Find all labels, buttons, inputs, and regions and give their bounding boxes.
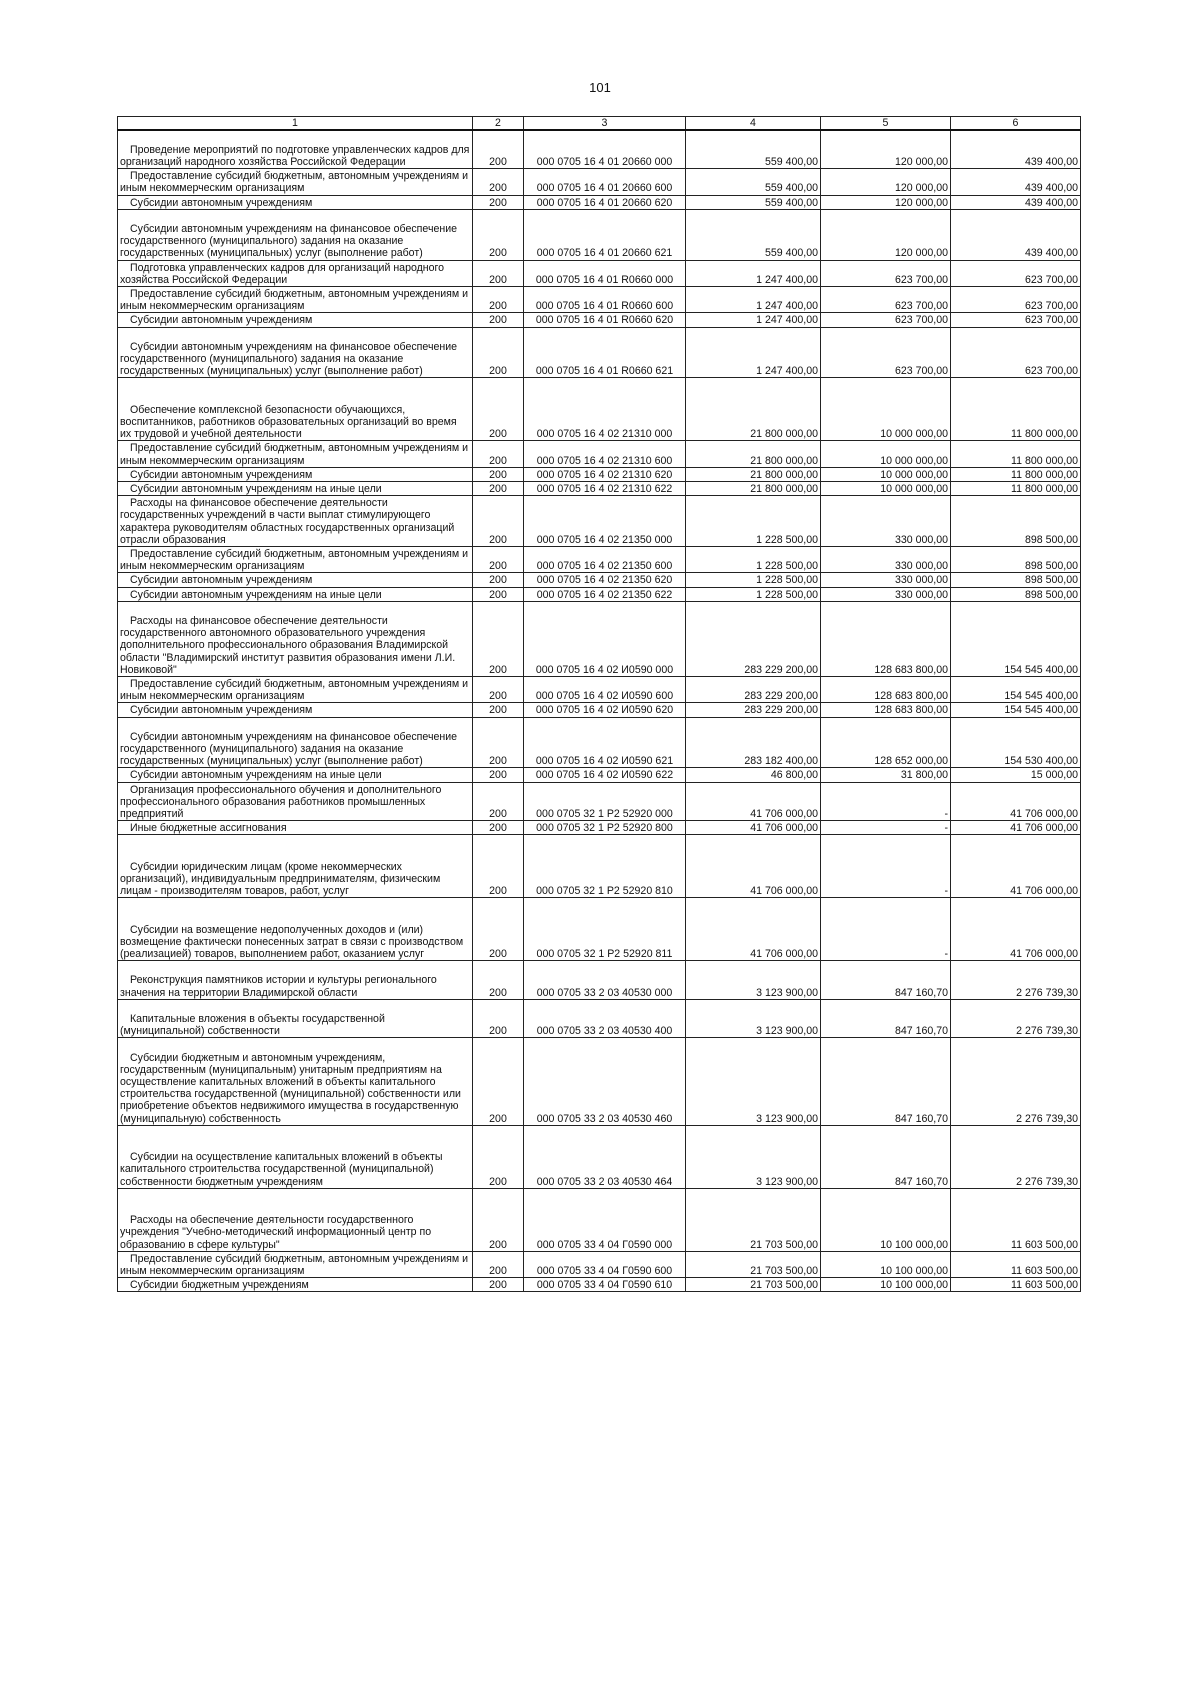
row-total-cell: 21 703 500,00 <box>686 1251 821 1277</box>
row-code-cell: 000 0705 16 4 01 20660 000 <box>524 130 686 169</box>
row-value-5-cell: - <box>821 898 951 961</box>
row-value-5-cell: 120 000,00 <box>821 169 951 195</box>
row-code-cell: 000 0705 33 2 03 40530 460 <box>524 1038 686 1125</box>
row-code-cell: 000 0705 32 1 P2 52920 811 <box>524 898 686 961</box>
row-admin-cell: 200 <box>473 195 524 209</box>
row-value-5-cell: 128 683 800,00 <box>821 676 951 702</box>
row-admin-cell: 200 <box>473 768 524 782</box>
row-code-cell: 000 0705 33 2 03 40530 464 <box>524 1125 686 1188</box>
row-value-6-cell: 898 500,00 <box>951 587 1081 601</box>
row-total-cell: 283 229 200,00 <box>686 703 821 717</box>
row-value-6-cell: 439 400,00 <box>951 195 1081 209</box>
row-value-5-cell: 330 000,00 <box>821 496 951 547</box>
row-name-cell: Предоставление субсидий бюджетным, автономным учреждениям и иным некоммерческим организациям <box>118 441 473 467</box>
table-row <box>118 1125 1081 1188</box>
row-value-5-cell: 10 000 000,00 <box>821 441 951 467</box>
row-name-cell: Организация профессионального обучения и дополнительного профессионального образования работников промышленных предприятий <box>118 782 473 821</box>
row-code-cell: 000 0705 32 1 P2 52920 800 <box>524 821 686 835</box>
table-row <box>118 260 1081 286</box>
row-value-6-cell: 439 400,00 <box>951 209 1081 260</box>
row-total-cell: 21 800 000,00 <box>686 378 821 441</box>
row-name-cell: Предоставление субсидий бюджетным, автономным учреждениям и иным некоммерческим организациям <box>118 287 473 313</box>
row-name-cell: Капитальные вложения в объекты государственной (муниципальной) собственности <box>118 999 473 1038</box>
row-code-cell: 000 0705 16 4 01 R0660 621 <box>524 327 686 378</box>
row-name-cell: Субсидии бюджетным и автономным учреждениям, государственным (муниципальным) унитарным предприятиям на осуществление капитальных вложений в объекты капитального строительства государственной (муниципальной) собственности или приобретение объектов недвижимого имущества в государственную (муниципальную) собственность <box>118 1038 473 1125</box>
row-total-cell: 283 229 200,00 <box>686 676 821 702</box>
row-code-cell: 000 0705 33 2 03 40530 400 <box>524 999 686 1038</box>
row-name-cell: Субсидии автономным учреждениям на иные цели <box>118 768 473 782</box>
row-name-cell: Расходы на финансовое обеспечение деятельности государственного автономного образовательного учреждения дополнительного профессионального образования Владимирской области "Владимирский институт развития образования имени Л.И. Новиковой" <box>118 601 473 676</box>
row-value-5-cell: 128 683 800,00 <box>821 601 951 676</box>
row-admin-cell: 200 <box>473 1278 524 1292</box>
row-value-6-cell: 439 400,00 <box>951 130 1081 169</box>
row-value-6-cell: 41 706 000,00 <box>951 821 1081 835</box>
row-total-cell: 21 800 000,00 <box>686 467 821 481</box>
row-value-6-cell: 623 700,00 <box>951 327 1081 378</box>
table-row <box>118 573 1081 587</box>
row-name-cell: Субсидии автономным учреждениям на финансовое обеспечение государственного (муниципального) задания на оказание государственных (муниципальных) услуг (выполнение работ) <box>118 209 473 260</box>
row-admin-cell: 200 <box>473 260 524 286</box>
table-row <box>118 1251 1081 1277</box>
row-value-6-cell: 11 800 000,00 <box>951 482 1081 496</box>
row-code-cell: 000 0705 33 4 04 Г0590 610 <box>524 1278 686 1292</box>
row-code-cell: 000 0705 16 4 02 21310 600 <box>524 441 686 467</box>
row-value-6-cell: 623 700,00 <box>951 313 1081 327</box>
header-col-4: 4 <box>686 117 821 131</box>
table-row <box>118 169 1081 195</box>
row-name-cell: Проведение мероприятий по подготовке управленческих кадров для организаций народного хозяйства Российской Федерации <box>118 130 473 169</box>
row-code-cell: 000 0705 16 4 02 21310 000 <box>524 378 686 441</box>
row-name-cell: Субсидии автономным учреждениям на иные цели <box>118 482 473 496</box>
row-admin-cell: 200 <box>473 587 524 601</box>
row-value-5-cell: 128 652 000,00 <box>821 717 951 768</box>
row-name-cell: Субсидии автономным учреждениям на финансовое обеспечение государственного (муниципального) задания на оказание государственных (муниципальных) услуг (выполнение работ) <box>118 327 473 378</box>
table-row <box>118 898 1081 961</box>
row-admin-cell: 200 <box>473 601 524 676</box>
header-col-3: 3 <box>524 117 686 131</box>
table-row <box>118 961 1081 1000</box>
table-row <box>118 999 1081 1038</box>
row-total-cell: 1 228 500,00 <box>686 496 821 547</box>
row-admin-cell: 200 <box>473 1038 524 1125</box>
row-admin-cell: 200 <box>473 496 524 547</box>
row-code-cell: 000 0705 32 1 P2 52920 810 <box>524 835 686 898</box>
row-total-cell: 3 123 900,00 <box>686 961 821 1000</box>
row-code-cell: 000 0705 16 4 02 И0590 620 <box>524 703 686 717</box>
row-name-cell: Субсидии на возмещение недополученных доходов и (или) возмещение фактически понесенных затрат в связи с производством (реализацией) товаров, выполнением работ, оказанием услуг <box>118 898 473 961</box>
row-value-5-cell: 120 000,00 <box>821 130 951 169</box>
row-value-5-cell: 10 000 000,00 <box>821 378 951 441</box>
row-total-cell: 3 123 900,00 <box>686 999 821 1038</box>
row-admin-cell: 200 <box>473 130 524 169</box>
row-value-6-cell: 15 000,00 <box>951 768 1081 782</box>
table-row <box>118 547 1081 573</box>
row-name-cell: Субсидии автономным учреждениям на финансовое обеспечение государственного (муниципального) задания на оказание государственных (муниципальных) услуг (выполнение работ) <box>118 717 473 768</box>
row-code-cell: 000 0705 32 1 P2 52920 000 <box>524 782 686 821</box>
table-row <box>118 703 1081 717</box>
row-total-cell: 559 400,00 <box>686 195 821 209</box>
row-value-6-cell: 11 800 000,00 <box>951 441 1081 467</box>
row-code-cell: 000 0705 16 4 01 20660 600 <box>524 169 686 195</box>
table-row <box>118 768 1081 782</box>
row-value-5-cell: 623 700,00 <box>821 287 951 313</box>
row-admin-cell: 200 <box>473 898 524 961</box>
row-name-cell: Обеспечение комплексной безопасности обучающихся, воспитанников, работников образовательных организаций во время их трудовой и учебной деятельности <box>118 378 473 441</box>
row-total-cell: 3 123 900,00 <box>686 1125 821 1188</box>
row-total-cell: 1 247 400,00 <box>686 260 821 286</box>
row-value-6-cell: 2 276 739,30 <box>951 1125 1081 1188</box>
table-row <box>118 209 1081 260</box>
row-value-6-cell: 41 706 000,00 <box>951 782 1081 821</box>
header-col-2: 2 <box>473 117 524 131</box>
row-name-cell: Субсидии бюджетным учреждениям <box>118 1278 473 1292</box>
row-value-6-cell: 41 706 000,00 <box>951 898 1081 961</box>
row-total-cell: 1 247 400,00 <box>686 313 821 327</box>
row-name-cell: Субсидии автономным учреждениям на иные цели <box>118 587 473 601</box>
row-total-cell: 1 247 400,00 <box>686 327 821 378</box>
table-row <box>118 327 1081 378</box>
row-value-5-cell: 623 700,00 <box>821 327 951 378</box>
row-code-cell: 000 0705 16 4 02 21350 622 <box>524 587 686 601</box>
row-total-cell: 3 123 900,00 <box>686 1038 821 1125</box>
row-admin-cell: 200 <box>473 327 524 378</box>
row-code-cell: 000 0705 16 4 01 20660 621 <box>524 209 686 260</box>
header-col-5: 5 <box>821 117 951 131</box>
row-name-cell: Субсидии автономным учреждениям <box>118 703 473 717</box>
row-admin-cell: 200 <box>473 1251 524 1277</box>
table-row <box>118 587 1081 601</box>
table-row <box>118 676 1081 702</box>
row-admin-cell: 200 <box>473 961 524 1000</box>
row-code-cell: 000 0705 16 4 01 R0660 620 <box>524 313 686 327</box>
row-name-cell: Иные бюджетные ассигнования <box>118 821 473 835</box>
row-admin-cell: 200 <box>473 821 524 835</box>
row-total-cell: 41 706 000,00 <box>686 898 821 961</box>
row-code-cell: 000 0705 16 4 02 21350 000 <box>524 496 686 547</box>
table-row <box>118 601 1081 676</box>
row-value-5-cell: - <box>821 782 951 821</box>
row-name-cell: Предоставление субсидий бюджетным, автономным учреждениям и иным некоммерческим организациям <box>118 547 473 573</box>
row-value-6-cell: 2 276 739,30 <box>951 1038 1081 1125</box>
table-row <box>118 1188 1081 1251</box>
row-name-cell: Реконструкция памятников истории и культуры регионального значения на территории Владимирской области <box>118 961 473 1000</box>
row-admin-cell: 200 <box>473 441 524 467</box>
header-col-6: 6 <box>951 117 1081 131</box>
row-name-cell: Предоставление субсидий бюджетным, автономным учреждениям и иным некоммерческим организациям <box>118 676 473 702</box>
table-row <box>118 1038 1081 1125</box>
row-total-cell: 1 228 500,00 <box>686 547 821 573</box>
row-code-cell: 000 0705 16 4 01 R0660 600 <box>524 287 686 313</box>
row-value-5-cell: 330 000,00 <box>821 573 951 587</box>
row-total-cell: 283 229 200,00 <box>686 601 821 676</box>
row-code-cell: 000 0705 16 4 02 21310 622 <box>524 482 686 496</box>
row-admin-cell: 200 <box>473 467 524 481</box>
row-value-6-cell: 623 700,00 <box>951 260 1081 286</box>
table-row <box>118 130 1081 169</box>
header-col-1: 1 <box>118 117 473 131</box>
row-value-5-cell: 31 800,00 <box>821 768 951 782</box>
row-name-cell: Субсидии автономным учреждениям <box>118 195 473 209</box>
table-row <box>118 313 1081 327</box>
row-code-cell: 000 0705 33 2 03 40530 000 <box>524 961 686 1000</box>
table-row <box>118 1278 1081 1292</box>
row-total-cell: 559 400,00 <box>686 130 821 169</box>
row-admin-cell: 200 <box>473 378 524 441</box>
row-value-5-cell: 120 000,00 <box>821 209 951 260</box>
row-value-6-cell: 439 400,00 <box>951 169 1081 195</box>
row-total-cell: 559 400,00 <box>686 209 821 260</box>
row-name-cell: Субсидии на осуществление капитальных вложений в объекты капитального строительства государственной (муниципальной) собственности бюджетным учреждениям <box>118 1125 473 1188</box>
row-name-cell: Расходы на финансовое обеспечение деятельности государственных учреждений в части выплат стимулирующего характера руководителям областных государственных организаций отрасли образования <box>118 496 473 547</box>
row-value-6-cell: 154 545 400,00 <box>951 703 1081 717</box>
row-total-cell: 1 228 500,00 <box>686 573 821 587</box>
row-value-5-cell: 847 160,70 <box>821 999 951 1038</box>
row-total-cell: 559 400,00 <box>686 169 821 195</box>
row-name-cell: Субсидии автономным учреждениям <box>118 573 473 587</box>
table-row <box>118 835 1081 898</box>
row-code-cell: 000 0705 16 4 02 21310 620 <box>524 467 686 481</box>
row-value-6-cell: 898 500,00 <box>951 547 1081 573</box>
row-name-cell: Предоставление субсидий бюджетным, автономным учреждениям и иным некоммерческим организациям <box>118 169 473 195</box>
row-total-cell: 41 706 000,00 <box>686 821 821 835</box>
row-total-cell: 41 706 000,00 <box>686 835 821 898</box>
row-admin-cell: 200 <box>473 717 524 768</box>
row-value-5-cell: 10 100 000,00 <box>821 1278 951 1292</box>
row-code-cell: 000 0705 16 4 01 20660 620 <box>524 195 686 209</box>
table-row <box>118 782 1081 821</box>
row-value-6-cell: 11 603 500,00 <box>951 1251 1081 1277</box>
row-value-5-cell: 847 160,70 <box>821 1038 951 1125</box>
row-value-5-cell: 10 100 000,00 <box>821 1188 951 1251</box>
row-code-cell: 000 0705 16 4 02 И0590 000 <box>524 601 686 676</box>
row-value-5-cell: 623 700,00 <box>821 260 951 286</box>
table-row <box>118 496 1081 547</box>
row-name-cell: Субсидии автономным учреждениям <box>118 313 473 327</box>
table-row <box>118 821 1081 835</box>
row-value-5-cell: 10 100 000,00 <box>821 1251 951 1277</box>
budget-table <box>117 116 1081 1292</box>
table-row <box>118 467 1081 481</box>
row-admin-cell: 200 <box>473 782 524 821</box>
row-admin-cell: 200 <box>473 1188 524 1251</box>
row-value-6-cell: 154 545 400,00 <box>951 601 1081 676</box>
row-admin-cell: 200 <box>473 999 524 1038</box>
row-total-cell: 46 800,00 <box>686 768 821 782</box>
row-value-5-cell: 128 683 800,00 <box>821 703 951 717</box>
table-row <box>118 195 1081 209</box>
row-name-cell: Расходы на обеспечение деятельности государственного учреждения "Учебно-методический информационный центр по образованию в сфере культуры" <box>118 1188 473 1251</box>
table-row <box>118 287 1081 313</box>
row-admin-cell: 200 <box>473 287 524 313</box>
row-value-5-cell: - <box>821 821 951 835</box>
row-code-cell: 000 0705 16 4 02 21350 620 <box>524 573 686 587</box>
row-name-cell: Субсидии юридическим лицам (кроме некоммерческих организаций), индивидуальным предпринимателям, физическим лицам - производителям товаров, работ, услуг <box>118 835 473 898</box>
row-total-cell: 1 228 500,00 <box>686 587 821 601</box>
row-value-5-cell: 330 000,00 <box>821 587 951 601</box>
row-value-6-cell: 11 800 000,00 <box>951 467 1081 481</box>
row-code-cell: 000 0705 33 4 04 Г0590 600 <box>524 1251 686 1277</box>
row-admin-cell: 200 <box>473 482 524 496</box>
row-value-6-cell: 154 530 400,00 <box>951 717 1081 768</box>
row-name-cell: Субсидии автономным учреждениям <box>118 467 473 481</box>
row-code-cell: 000 0705 16 4 02 И0590 622 <box>524 768 686 782</box>
row-admin-cell: 200 <box>473 835 524 898</box>
row-value-6-cell: 11 800 000,00 <box>951 378 1081 441</box>
table-row <box>118 441 1081 467</box>
row-admin-cell: 200 <box>473 313 524 327</box>
row-admin-cell: 200 <box>473 1125 524 1188</box>
row-name-cell: Подготовка управленческих кадров для организаций народного хозяйства Российской Федерации <box>118 260 473 286</box>
row-value-6-cell: 2 276 739,30 <box>951 999 1081 1038</box>
row-admin-cell: 200 <box>473 703 524 717</box>
row-value-6-cell: 898 500,00 <box>951 496 1081 547</box>
row-value-5-cell: 120 000,00 <box>821 195 951 209</box>
page-number: 101 <box>589 80 611 95</box>
table-row <box>118 717 1081 768</box>
row-code-cell: 000 0705 16 4 02 И0590 600 <box>524 676 686 702</box>
row-total-cell: 21 800 000,00 <box>686 482 821 496</box>
row-value-6-cell: 2 276 739,30 <box>951 961 1081 1000</box>
row-total-cell: 1 247 400,00 <box>686 287 821 313</box>
row-code-cell: 000 0705 16 4 01 R0660 000 <box>524 260 686 286</box>
row-admin-cell: 200 <box>473 547 524 573</box>
row-admin-cell: 200 <box>473 676 524 702</box>
row-value-5-cell: 10 000 000,00 <box>821 482 951 496</box>
row-value-6-cell: 11 603 500,00 <box>951 1278 1081 1292</box>
row-value-6-cell: 154 545 400,00 <box>951 676 1081 702</box>
table-body <box>118 130 1081 1292</box>
row-total-cell: 21 703 500,00 <box>686 1278 821 1292</box>
row-value-5-cell: - <box>821 835 951 898</box>
row-value-5-cell: 623 700,00 <box>821 313 951 327</box>
row-value-6-cell: 898 500,00 <box>951 573 1081 587</box>
row-code-cell: 000 0705 33 4 04 Г0590 000 <box>524 1188 686 1251</box>
row-value-5-cell: 847 160,70 <box>821 961 951 1000</box>
row-value-5-cell: 10 000 000,00 <box>821 467 951 481</box>
table-row <box>118 378 1081 441</box>
table-row <box>118 482 1081 496</box>
row-value-6-cell: 623 700,00 <box>951 287 1081 313</box>
row-value-6-cell: 41 706 000,00 <box>951 835 1081 898</box>
row-admin-cell: 200 <box>473 209 524 260</box>
row-value-5-cell: 330 000,00 <box>821 547 951 573</box>
row-total-cell: 41 706 000,00 <box>686 782 821 821</box>
row-name-cell: Предоставление субсидий бюджетным, автономным учреждениям и иным некоммерческим организациям <box>118 1251 473 1277</box>
row-admin-cell: 200 <box>473 573 524 587</box>
row-total-cell: 21 800 000,00 <box>686 441 821 467</box>
table-header-row <box>118 117 1081 131</box>
row-value-6-cell: 11 603 500,00 <box>951 1188 1081 1251</box>
row-admin-cell: 200 <box>473 169 524 195</box>
row-code-cell: 000 0705 16 4 02 21350 600 <box>524 547 686 573</box>
row-code-cell: 000 0705 16 4 02 И0590 621 <box>524 717 686 768</box>
row-value-5-cell: 847 160,70 <box>821 1125 951 1188</box>
row-total-cell: 283 182 400,00 <box>686 717 821 768</box>
row-total-cell: 21 703 500,00 <box>686 1188 821 1251</box>
